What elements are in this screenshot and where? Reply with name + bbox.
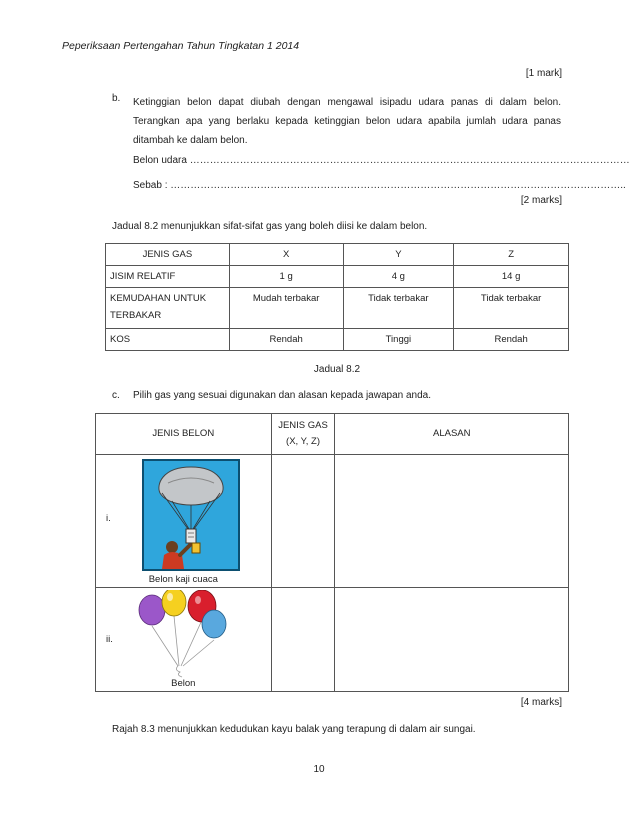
header-jenis-gas-sub: (X, Y, Z) bbox=[286, 436, 321, 447]
marks-label-a: [1 mark] bbox=[525, 68, 562, 79]
answer-line-belon: Belon udara …………………………………………………………………………………………………………………… bbox=[133, 155, 630, 166]
picture-caption: Belon kaji cuaca bbox=[148, 574, 218, 585]
question-b-text: Ketinggian belon dapat diubah dengan mengawal isipadu udara panas di dalam belon. Terangkan apa yang berlaku kepada ketinggian belon udara apabila jumlah udara panas ditambah ke dalam belon. bbox=[133, 97, 561, 146]
table-row bbox=[106, 329, 569, 351]
table-cell: 4 g bbox=[343, 266, 454, 288]
question-c-number: c. bbox=[112, 390, 120, 401]
answer-row bbox=[96, 588, 569, 692]
weather-balloon-image bbox=[142, 459, 240, 571]
picture-caption: Belon bbox=[171, 678, 196, 689]
balloon-type-cell bbox=[96, 588, 272, 692]
row-number: i. bbox=[106, 513, 111, 524]
header-jenis-gas-label: JENIS GAS bbox=[278, 420, 328, 431]
row-label-jisim: JISIM RELATIF bbox=[106, 266, 230, 288]
table-cell: Tidak terbakar bbox=[343, 288, 454, 329]
gas-answer-cell[interactable] bbox=[271, 588, 335, 692]
header-gas-x: X bbox=[229, 244, 343, 266]
reason-answer-cell[interactable] bbox=[335, 455, 569, 588]
header-alasan: ALASAN bbox=[335, 414, 569, 455]
question-c-text: Pilih gas yang sesuai digunakan dan alasan kepada jawapan anda. bbox=[133, 390, 432, 401]
table-header-row bbox=[106, 244, 569, 266]
table-cell: Tinggi bbox=[343, 329, 454, 351]
gas-properties-table bbox=[105, 243, 569, 351]
balloon-type-cell bbox=[96, 455, 272, 588]
row-number: ii. bbox=[106, 634, 113, 645]
marks-label-c: [4 marks] bbox=[520, 697, 562, 708]
table-cell: 1 g bbox=[229, 266, 343, 288]
answer-table-header bbox=[96, 414, 569, 455]
answer-row bbox=[96, 455, 569, 588]
table-row bbox=[106, 288, 569, 329]
table-cell: Mudah terbakar bbox=[229, 288, 343, 329]
reason-answer-cell[interactable] bbox=[335, 588, 569, 692]
page-number: 10 bbox=[313, 764, 325, 775]
table-cell: Tidak terbakar bbox=[454, 288, 569, 329]
header-jenis-belon: JENIS BELON bbox=[96, 414, 272, 455]
question-b-number: b. bbox=[112, 93, 121, 104]
table-cell: 14 g bbox=[454, 266, 569, 288]
row-label-kemudahan: KEMUDAHAN UNTUK TERBAKAR bbox=[106, 288, 230, 329]
table-cell: Rendah bbox=[229, 329, 343, 351]
page-header: Peperiksaan Pertengahan Tahun Tingkatan 1 2014 bbox=[62, 40, 300, 52]
figure-intro-text: Rajah 8.3 menunjukkan kedudukan kayu balak yang terapung di dalam air sungai. bbox=[112, 724, 476, 735]
answer-line-sebab: Sebab : ……………………………………………………………………………………………………………………….. bbox=[133, 180, 626, 191]
table-intro-text: Jadual 8.2 menunjukkan sifat-sifat gas yang boleh diisi ke dalam belon. bbox=[112, 221, 428, 232]
header-gas-z: Z bbox=[454, 244, 569, 266]
table-caption: Jadual 8.2 bbox=[313, 364, 361, 375]
header-gas-y: Y bbox=[343, 244, 454, 266]
party-balloons-image bbox=[138, 590, 228, 678]
marks-label-b: [2 marks] bbox=[520, 195, 562, 206]
gas-answer-cell[interactable] bbox=[271, 455, 335, 588]
row-label-kos: KOS bbox=[106, 329, 230, 351]
header-jenis-gas-col bbox=[271, 414, 335, 455]
table-row bbox=[106, 266, 569, 288]
table-cell: Rendah bbox=[454, 329, 569, 351]
answer-table bbox=[95, 413, 569, 692]
header-jenis-gas: JENIS GAS bbox=[106, 244, 230, 266]
